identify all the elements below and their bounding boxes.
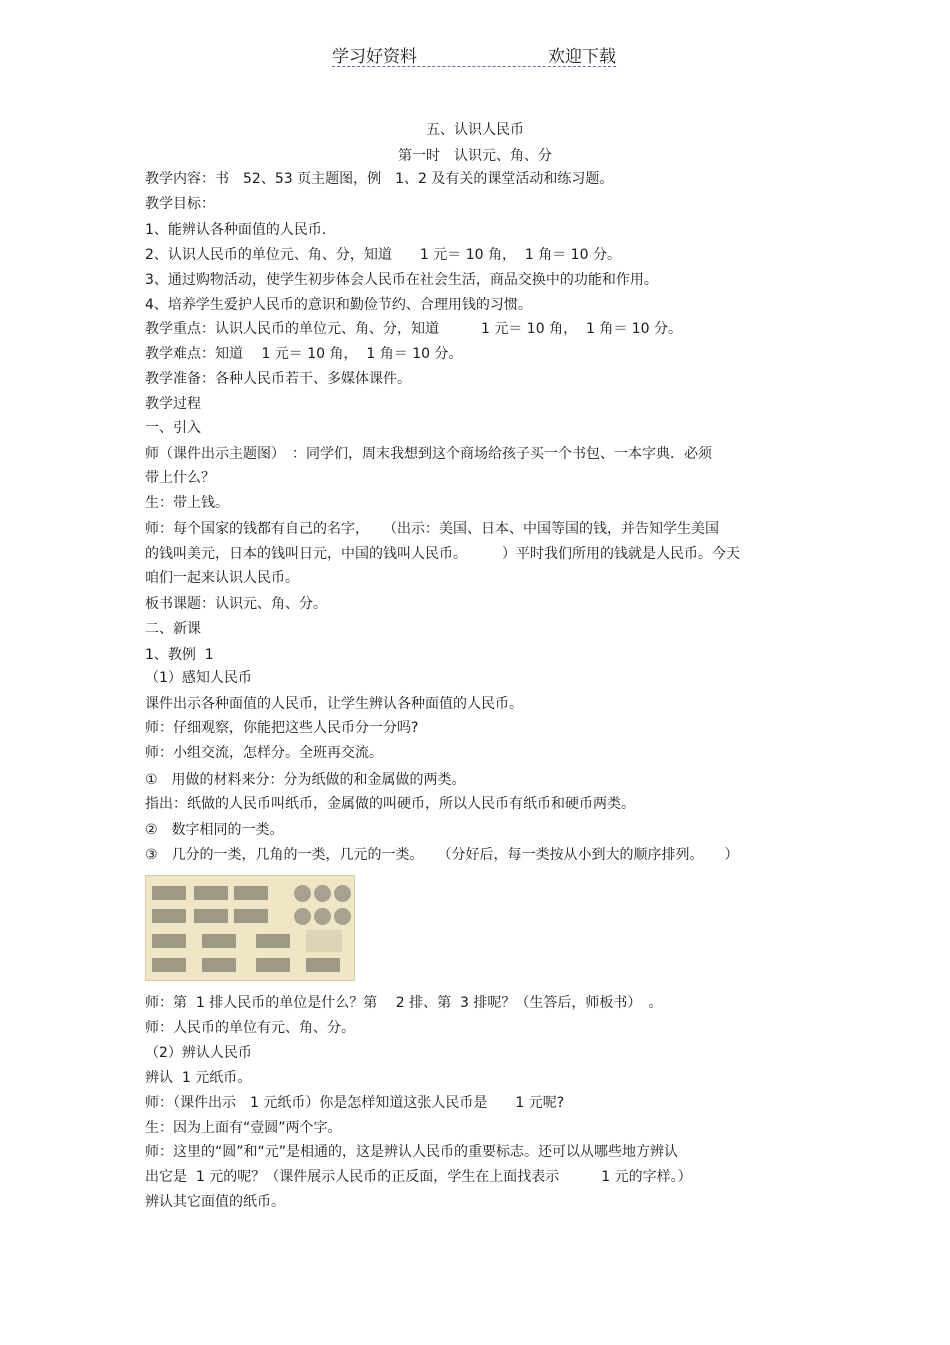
banknote	[202, 934, 236, 948]
text-line: 出它是 1 元的呢？（课件展示人民币的正反面，学生在上面找表示 1 元的字样。）	[145, 1169, 692, 1185]
text-line: 教学准备：各种人民币若干、多媒体课件。	[145, 371, 411, 387]
text-line: （2）辨认人民币	[145, 1045, 252, 1061]
text-line: 师：每个国家的钱都有自己的名字， （出示：美国、日本、中国等国的钱，并告知学生美国	[145, 521, 719, 537]
text-line: 1、能辨认各种面值的人民币.	[145, 222, 327, 238]
banknote	[202, 958, 236, 972]
coin	[294, 908, 311, 925]
text-line: ② 数字相同的一类。	[145, 822, 284, 838]
text-line: 教学内容：书 52、53 页主题图，例 1、2 及有关的课堂活动和练习题。	[145, 171, 614, 187]
coin	[294, 885, 311, 902]
lesson-title: 五、认识人民币	[426, 122, 524, 138]
text-line: 辨认 1 元纸币。	[145, 1070, 252, 1086]
currency-image	[145, 875, 355, 981]
text-line: 师：这里的“圆”和“元”是相通的，这是辨认人民币的重要标志。还可以从哪些地方辨认	[145, 1144, 679, 1160]
text-line: 指出：纸做的人民币叫纸币，金属做的叫硬币，所以人民币有纸币和硬币两类。	[145, 796, 635, 812]
text-line: 教学过程	[145, 396, 201, 412]
text-line: 1、教例 1	[145, 647, 214, 663]
text-line: 3、通过购物活动，使学生初步体会人民币在社会生活，商品交换中的功能和作用。	[145, 272, 658, 288]
banknote	[234, 909, 268, 923]
text-line: 二、新课	[145, 621, 201, 637]
text-line: 2、认识人民币的单位元、角、分，知道 1 元＝ 10 角， 1 角＝ 10 分。	[145, 247, 621, 263]
coin	[334, 908, 351, 925]
text-line: 课件出示各种面值的人民币，让学生辨认各种面值的人民币。	[145, 696, 523, 712]
coin	[314, 908, 331, 925]
text-line: 师（课件出示主题图） ：同学们，周末我想到这个商场给孩子买一个书包、一本字典．必须	[145, 446, 712, 462]
text-line: 生：带上钱。	[145, 495, 229, 511]
text-line: 一、引入	[145, 420, 201, 436]
text-line: 师：小组交流，怎样分。全班再交流。	[145, 745, 383, 761]
coin	[314, 885, 331, 902]
banknote	[256, 934, 290, 948]
text-line: 辨认其它面值的纸币。	[145, 1194, 285, 1210]
text-line: 咱们一起来认识人民币。	[145, 570, 299, 586]
banknote	[194, 909, 228, 923]
text-line: ③ 几分的一类，几角的一类，几元的一类。 （分好后，每一类按从小到大的顺序排列。 ）	[145, 847, 739, 863]
banknote	[306, 958, 340, 972]
text-line: 的钱叫美元，日本的钱叫日元，中国的钱叫人民币。 ）平时我们所用的钱就是人民币。今天	[145, 546, 740, 562]
banknote	[194, 886, 228, 900]
banknote	[152, 934, 186, 948]
coin	[334, 885, 351, 902]
text-line: 师：第 1 排人民币的单位是什么？第 2 排、第 3 排呢？（生答后，师板书） 。	[145, 995, 663, 1011]
text-line: 师：仔细观察，你能把这些人民币分一分吗?	[145, 720, 419, 736]
banknote-faded	[306, 930, 342, 952]
text-line: 师：人民币的单位有元、角、分。	[145, 1020, 355, 1036]
banknote	[152, 886, 186, 900]
header-left-text: 学习好资料	[332, 47, 417, 67]
text-line: 师：（课件出示 1 元纸币）你是怎样知道这张人民币是 1 元呢?	[145, 1095, 565, 1111]
header-right-text: 欢迎下载	[548, 47, 616, 67]
text-line: 4、培养学生爱护人民币的意识和勤俭节约、合理用钱的习惯。	[145, 297, 532, 313]
text-line: 教学难点：知道 1 元＝ 10 角， 1 角＝ 10 分。	[145, 346, 463, 362]
banknote	[234, 886, 268, 900]
text-line: 板书课题：认识元、角、分。	[145, 596, 327, 612]
page-header	[332, 40, 616, 67]
text-line: 教学目标：	[145, 196, 215, 212]
text-line: 教学重点：认识人民币的单位元、角、分，知道 1 元＝ 10 角， 1 角＝ 10 分。	[145, 321, 683, 337]
banknote	[152, 958, 186, 972]
text-line: ① 用做的材料来分：分为纸做的和金属做的两类。	[145, 772, 466, 788]
banknote	[152, 909, 186, 923]
banknote	[256, 958, 290, 972]
text-line: 生：因为上面有“壹圆”两个字。	[145, 1120, 342, 1136]
text-line: 带上什么？	[145, 470, 215, 486]
text-line: （1）感知人民币	[145, 670, 252, 686]
lesson-subtitle: 第一时 认识元、角、分	[398, 148, 552, 164]
